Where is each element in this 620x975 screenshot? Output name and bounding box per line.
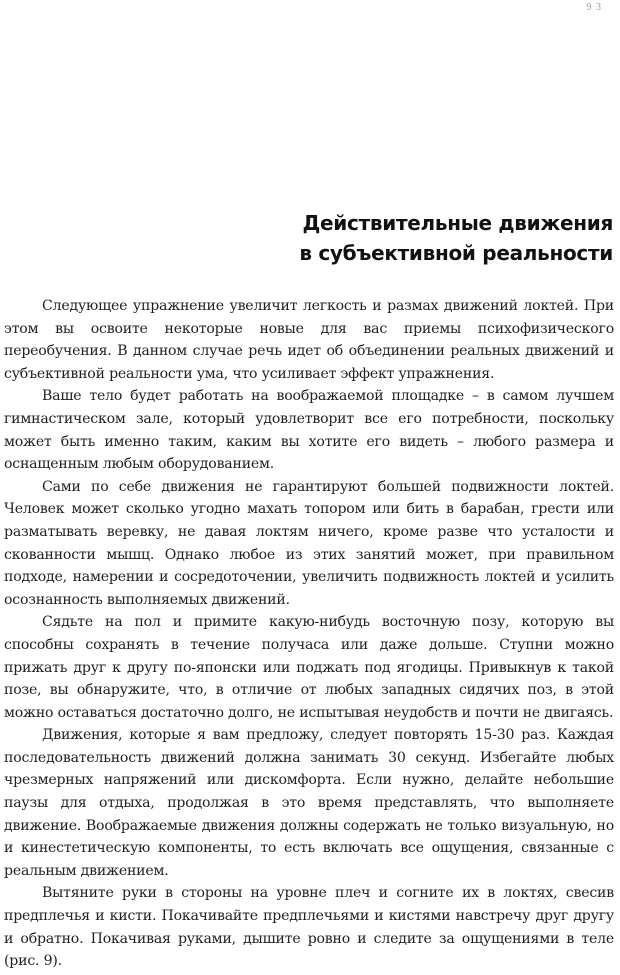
section-title-line-2: в субъективной реальности: [299, 241, 613, 265]
paragraph-3: Сами по себе движения не гарантируют большей подвижности локтей. Человек может сколько угодно махать топором или бить в барабан, грести или разматывать веревку, не давая локтям ничего, кроме разве что усталости и скованности мышц. Однако любое из этих занятий может, при правильном подходе, намерении и сосредоточении, увеличить подвижность локтей и усилить осознанность выполняемых движений.: [4, 478, 614, 608]
section-title-line-1: Действительные движения: [302, 211, 613, 235]
paragraph-6: Вытяните руки в стороны на уровне плеч и согните их в локтях, свесив предплечья и кисти. Покачивайте предплечьями и кистями навстречу друг другу и обратно. Покачивая руками, дышите ровно и следите за ощущениями в теле (рис. 9).: [4, 885, 614, 970]
paragraph-4: Сядьте на пол и примите какую-нибудь восточную позу, которую вы способны сохранять в течение получаса или даже дольше. Ступни можно прижать друг к другу по-японски или поджать под ягодицы. Привыкнув к такой позе, вы обнаружите, что, в отличие от любых западных сидячих поз, в этой можно оставаться достаточно долго, не испытывая неудобств и почти не двигаясь.: [4, 614, 614, 721]
paragraph-5: Движения, которые я вам предложу, следует повторять 15-30 раз. Каждая последовательность движений должна занимать 30 секунд. Избегайте любых чрезмерных напряжений или дискомфорта. Если нужно, делайте небольшие паузы для отдыха, продолжая в это время представлять, что выполняете движение. Воображаемые движения должны содержать не только визуальную, но и кинестетическую компоненты, то есть включать все ощущения, связанные с реальным движением.: [4, 727, 614, 879]
paragraph-1: Следующее упражнение увеличит легкость и размах движений локтей. При этом вы освоите некоторые новые для вас приемы психофизического переобучения. В данном случае речь идет об объединении реальных движений и субъективной реальности ума, что усиливает эффект упражнения.: [4, 298, 614, 382]
section-title: [53, 208, 613, 268]
page-number: 9 3: [586, 2, 602, 13]
body-text: [4, 295, 614, 973]
paragraph-2: Ваше тело будет работать на воображаемой площадке – в самом лучшем гимнастическом зале, который удовлетворит все его потребности, поскольку может быть именно таким, каким вы хотите его видеть – любого размера и оснащенным любым оборудованием.: [4, 388, 614, 473]
